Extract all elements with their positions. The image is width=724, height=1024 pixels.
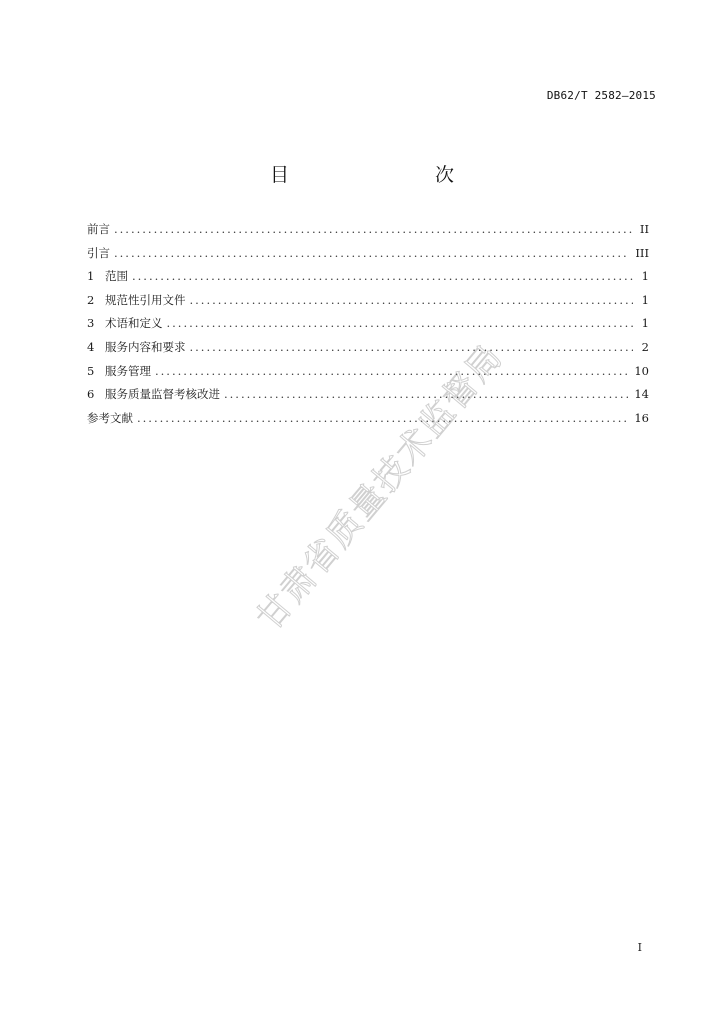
toc-entry-number: 5 [87, 363, 95, 378]
toc-entry-page: 16 [634, 410, 649, 425]
toc-entry[interactable] [87, 265, 649, 289]
toc-leader-dots [114, 218, 633, 242]
toc-entry-page: 1 [641, 269, 649, 284]
toc-leader-dots [190, 336, 634, 360]
toc-entry-page: 10 [634, 363, 649, 378]
toc-entry-page: 2 [641, 339, 649, 354]
toc-entry[interactable] [87, 360, 649, 384]
toc-entry-label: 服务质量监督考核改进 [105, 387, 220, 402]
table-of-contents [87, 218, 649, 430]
toc-entry-page: III [635, 245, 649, 260]
page-number: I [637, 941, 642, 954]
toc-entry[interactable] [87, 407, 649, 431]
toc-entry-number: 1 [87, 269, 95, 284]
toc-entry-label: 服务管理 [105, 363, 151, 378]
toc-entry-number: 4 [87, 339, 95, 354]
toc-entry[interactable] [87, 242, 649, 266]
toc-leader-dots [137, 407, 628, 431]
toc-entry-page: 1 [641, 316, 649, 331]
toc-leader-dots [114, 242, 629, 266]
toc-leader-dots [167, 312, 634, 336]
toc-leader-dots [132, 265, 633, 289]
page-title: 目 次 [269, 164, 490, 186]
toc-entry-label: 引言 [87, 245, 110, 260]
toc-entry[interactable] [87, 218, 649, 242]
standard-code: DB62/T 2582—2015 [546, 89, 656, 102]
toc-leader-dots [155, 360, 628, 384]
toc-entry[interactable] [87, 289, 649, 313]
toc-entry-number: 2 [87, 292, 95, 307]
toc-entry-number: 3 [87, 316, 95, 331]
toc-entry[interactable] [87, 312, 649, 336]
toc-entry-label: 服务内容和要求 [105, 339, 186, 354]
toc-entry-label: 规范性引用文件 [105, 292, 186, 307]
toc-entry-page: II [639, 222, 649, 236]
toc-entry-page: 1 [641, 292, 649, 307]
toc-entry-label: 术语和定义 [105, 316, 163, 331]
toc-entry[interactable] [87, 336, 649, 360]
toc-entry-number: 6 [87, 387, 95, 402]
watermark: 甘肃省质量技术监督局 [249, 336, 512, 639]
toc-entry-label: 前言 [87, 222, 110, 236]
toc-leader-dots [190, 289, 634, 313]
toc-entry-label: 参考文献 [87, 410, 133, 425]
toc-entry[interactable] [87, 383, 649, 407]
toc-entry-label: 范围 [105, 269, 128, 284]
toc-entry-page: 14 [634, 387, 649, 402]
